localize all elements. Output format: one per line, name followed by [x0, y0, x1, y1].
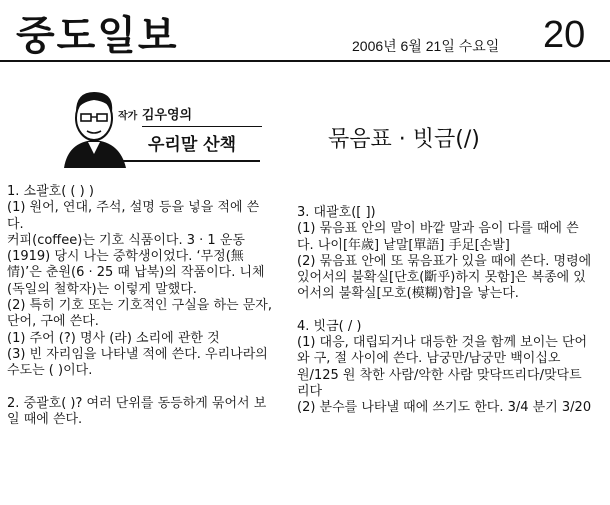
- paragraph: (2) 묶음표 안에 또 묶음표가 있을 때에 쓴다. 명령에 있어서의 불확실[단호(斷乎)하지 못함]은 복종에 있어서의 불확실[모호(模糊)함]을 낳는다.: [297, 253, 592, 302]
- paragraph: (2) 특히 기호 또는 기호적인 구실을 하는 문자, 단어, 구에 쓴다.: [7, 298, 272, 330]
- paragraph: 1. 소괄호( ( ) ): [7, 184, 94, 199]
- right-column: [297, 205, 593, 417]
- paragraph-gap: [7, 380, 275, 396]
- masthead: [0, 0, 610, 66]
- paper-name: 중도일보: [16, 13, 179, 59]
- author-caricature: [54, 84, 136, 170]
- page-number: 20: [543, 14, 586, 56]
- column-series-title: 우리말 산책: [148, 135, 237, 155]
- paragraph: (1) 주어 (?) 명사 (라) 소리에 관한 것: [7, 330, 220, 346]
- paragraph: 커피(coffee)는 기호 식품이다. 3 · 1 운동(1919) 당시 나는 중학생이었다. ‘무정(無情)’은 춘원(6 · 25 때 납북)의 작품이다. 니체(독일의 철학자)는 이렇게 말했다.: [7, 232, 265, 297]
- paragraph-gap: [297, 303, 593, 319]
- series-rule: [142, 126, 262, 127]
- paragraph: (1) 원어, 연대, 주석, 설명 등을 넣을 적에 쓴다.: [7, 200, 260, 232]
- paragraph: (1) 묶음표 안의 말이 바깥 말과 음이 다를 때에 쓴다. 나이[年歲] 낱말[單語] 手足[손발]: [297, 221, 579, 253]
- paragraph: 2. 중괄호( )? 여러 단위를 동등하게 묶어서 보일 때에 쓴다.: [7, 395, 267, 427]
- article-headline: 묶음표 · 빗금(/): [328, 127, 480, 152]
- series-underline: [110, 160, 260, 162]
- author-prefix: 작가: [118, 111, 138, 122]
- paragraph: (1) 대응, 대립되거나 대등한 것을 함께 보이는 단어와 구, 절 사이에 쓴다. 남궁만/남궁만 백이십오 원/125 원 착한 사람/악한 사람 맞닥뜨리다/맞닥트리다: [297, 335, 588, 399]
- left-column: [7, 184, 275, 428]
- column-author: [118, 104, 192, 123]
- paragraph: 3. 대괄호([ ]): [297, 205, 376, 220]
- paragraph: 4. 빗금( / ): [297, 318, 362, 334]
- paragraph: (3) 빈 자리임을 나타낼 적에 쓴다. 우리나라의 수도는 ( )이다.: [7, 346, 268, 379]
- issue-date: 2006년 6월 21일 수요일: [352, 38, 500, 54]
- masthead-rule: [0, 60, 610, 62]
- author-name: 김우영의: [141, 108, 193, 123]
- paragraph: (2) 분수를 나타낼 때에 쓰기도 한다. 3/4 분기 3/20: [297, 400, 592, 416]
